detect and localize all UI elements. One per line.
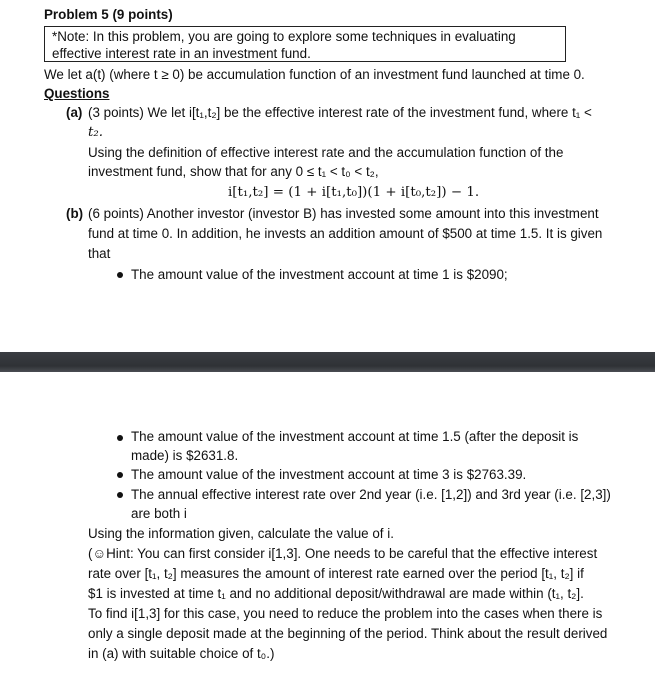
hint-line-2: rate over [t₁, t₂] measures the amount of interest rate earned over the period [t₁, t₂] if [88,566,584,581]
bullet-dot [117,435,123,441]
part-a-formula: i[t₁,t₂] = (1 + i[t₁,t₀])(1 + i[t₀,t₂]) − 1. [228,185,480,200]
bullet-dot [117,472,123,478]
questions-heading: Questions [44,86,110,101]
hint-line-6: in (a) with suitable choice of t₀.) [88,646,275,661]
note-line-1: *Note: In this problem, you are going to explore some techniques in evaluating [52,29,516,44]
part-a-line-1: (3 points) We let i[t₁,t₂] be the effective interest rate of the investment fund, where t₁ < [88,105,592,120]
bullet-dot [117,272,123,278]
bullet-text-2: The amount value of the investment account at time 1.5 (after the deposit is [131,429,579,444]
hint-line-3: $1 is invested at time t₁ and no additional deposit/withdrawal are made within (t₁, t₂]. [88,586,584,601]
part-a-label: (a) [66,105,83,120]
note-line-2: effective interest rate in an investment fund. [52,46,311,61]
hint-line-4: To find i[1,3] for this case, you need to reduce the problem into the cases when there is [88,606,603,621]
bullet-text-4-cont: are both i [131,506,187,521]
bullet-text-2-cont: made) is $2631.8. [131,448,239,463]
part-b-line-3: that [88,246,111,261]
part-a-line-3: Using the definition of effective interest rate and the accumulation function of the [88,145,564,160]
intro-text: We let a(t) (where t ≥ 0) be accumulation function of an investment fund launched at time 0. [44,67,585,82]
hint-line-5: only a single deposit made at the beginning of the period. Think about the result derived [88,626,608,641]
bullet-dot [117,492,123,498]
bullet-text-3: The amount value of the investment account at time 3 is $2763.39. [131,467,527,482]
page-bottom-section [0,372,655,677]
part-a-line-4: investment fund, show that for any 0 ≤ t₁ < t₀ < t₂, [88,164,379,179]
bullet-text-1: The amount value of the investment account at time 1 is $2090; [131,267,508,282]
problem-title: Problem 5 (9 points) [44,7,173,22]
instruction-text: Using the information given, calculate the value of i. [88,526,394,541]
part-b-label: (b) [66,206,84,221]
bullet-text-4: The annual effective interest rate over 2nd year (i.e. [1,2]) and 3rd year (i.e. [2,3]) [131,487,611,502]
part-b-line-1: (6 points) Another investor (investor B) has invested some amount into this investment [88,206,599,221]
part-b-line-2: fund at time 0. In addition, he invests an addition amount of $500 at time 1.5. It is given [88,226,603,241]
hint-line-1: (☺Hint: You can first consider i[1,3]. One needs to be careful that the effective interest [88,546,598,561]
part-a-line-2: t₂. [88,125,104,140]
page-divider [0,352,655,372]
